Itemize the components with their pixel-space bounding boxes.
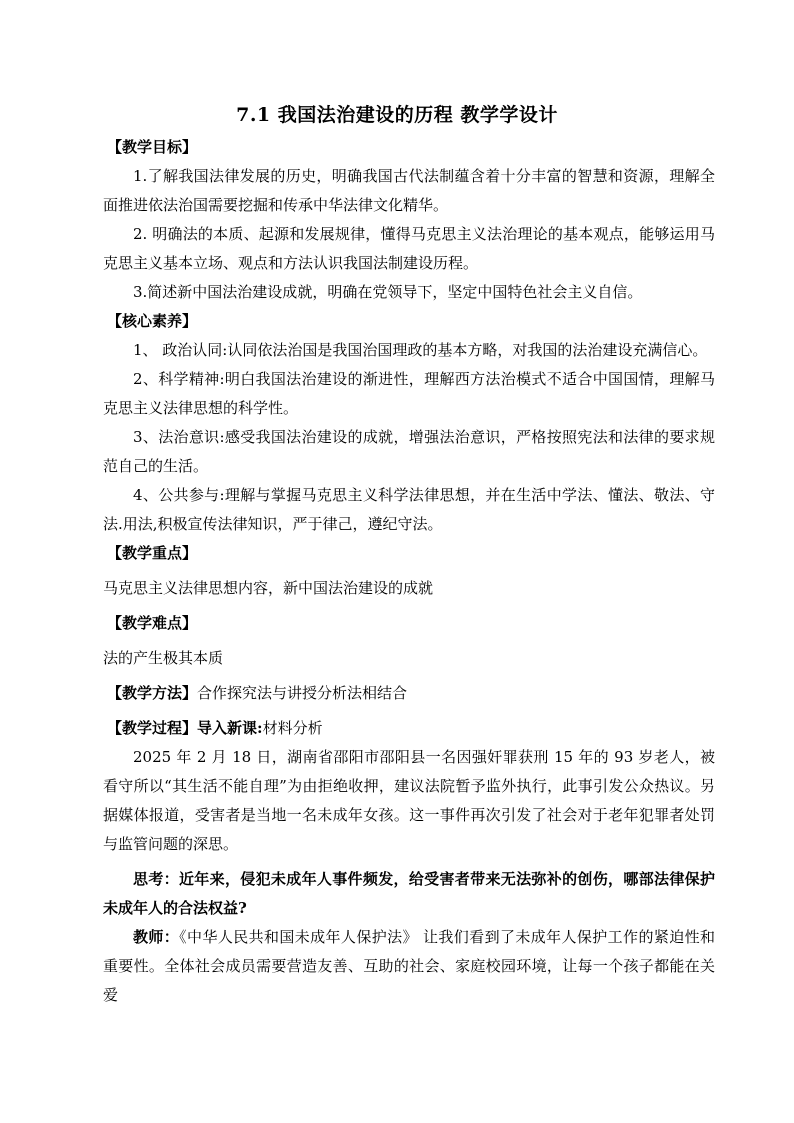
- methods-heading: 【教学方法】: [107, 684, 198, 702]
- process-material: 2025 年 2 月 18 日，湖南省邵阳市邵阳县一名因强奸罪获刑 15 年的 93 岁老人，被看守所以“其生活不能自理”为由拒绝收押，建议法院暂予监外执行，此事引发公众热议。另据媒体报道，受害者是当地一名未成年女孩。这一事件再次引发了社会对于老年犯罪者处罚与监管问题的深思。: [103, 748, 715, 853]
- objective-item-3: 3.简述新中国法治建设成就，明确在党领导下，坚定中国特色社会主义自信。: [133, 283, 643, 301]
- key-points-text: 马克思主义法律思想内容，新中国法治建设的成就: [103, 579, 434, 597]
- teacher-paragraph: [103, 923, 715, 1010]
- think-label: 思考：: [133, 870, 179, 888]
- page-title: 7.1 我国法治建设的历程 教学学设计: [236, 104, 558, 126]
- difficulties-text: 法的产生极其本质: [103, 649, 224, 667]
- think-text: 近年来，侵犯未成年人事件频发，给受害者带来无法弥补的创伤，哪部法律保护未成年人的合法权益?: [103, 870, 715, 917]
- think-question: [103, 865, 715, 923]
- objective-item-2: 2. 明确法的本质、起源和发展规律，懂得马克思主义法治理论的基本观点，能够运用马克思主义基本立场、观点和方法认识我国法制建设历程。: [103, 225, 715, 272]
- objective-item-1: 1.了解我国法律发展的历史，明确我国古代法制蕴含着十分丰富的智慧和资源，理解全面推进依法治国需要挖掘和传承中华法律文化精华。: [103, 167, 715, 214]
- literacy-item-1: 1、 政治认同:认同依法治国是我国治国理政的基本方略，对我国的法治建设充满信心。: [133, 341, 708, 359]
- methods-text: 合作探究法与讲授分析法相结合: [197, 684, 408, 702]
- teacher-label: 教师：: [133, 928, 180, 946]
- objectives-heading: 【教学目标】: [107, 138, 198, 156]
- methods-line: [103, 679, 715, 708]
- key-points-heading: 【教学重点】: [107, 544, 198, 562]
- process-heading: 【教学过程】: [107, 719, 198, 737]
- teacher-text: 《中华人民共和国未成年人保护法》 让我们看到了未成年人保护工作的紧迫性和重要性。全体社会成员需要营造友善、互助的社会、家庭校园环境，让每一个孩子都能在关爱: [103, 928, 715, 1004]
- process-sub-text: 材料分析: [262, 719, 323, 737]
- literacy-heading: 【核心素养】: [107, 312, 198, 330]
- process-line: [103, 714, 715, 743]
- literacy-item-3: 3、法治意识:感受我国法治建设的成就，增强法治意识，严格按照宪法和法律的要求规范自己的生活。: [103, 428, 715, 475]
- literacy-item-4: 4、公共参与:理解与掌握马克思主义科学法律思想，并在生活中学法、懂法、敬法、守法.用法,积极宣传法律知识，严于律己，遵纪守法。: [103, 486, 715, 533]
- document-body: [103, 133, 715, 1010]
- difficulties-heading: 【教学难点】: [107, 614, 198, 632]
- literacy-item-2: 2、科学精神:明白我国法治建设的渐进性，理解西方法治模式不适合中国国情，理解马克思主义法律思想的科学性。: [103, 370, 715, 417]
- process-sub-heading: 导入新课:: [197, 719, 263, 737]
